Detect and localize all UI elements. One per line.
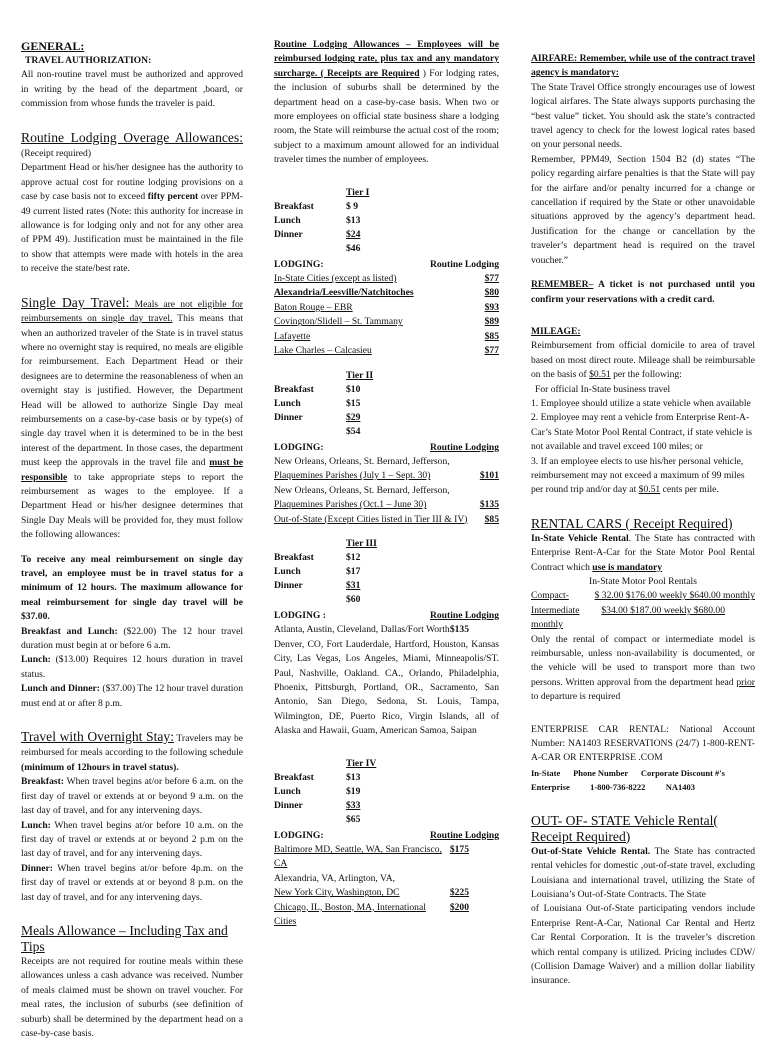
enterprise-table-head — [531, 766, 755, 780]
dinner-label: Dinner — [274, 799, 303, 811]
tier-1-lodging — [274, 258, 499, 359]
lodging-row — [274, 498, 499, 512]
breakfast-value: $ 9 — [346, 200, 358, 212]
lodging-label: LODGING: — [274, 441, 324, 453]
tier-2-meals — [274, 369, 499, 453]
tier-total: $46 — [346, 242, 361, 254]
mileage-rate: $0.51 — [589, 369, 611, 381]
airfare-title: AIRFARE: Remember, while use of the contract travel agency is mandatory: — [531, 53, 755, 79]
column-left — [21, 38, 243, 1041]
lodging-row — [274, 272, 499, 286]
overage-text-1: Department Head or his/her designee has the authority to approve actual cost for routine lodging provisions on a case by case basis not to exceed — [21, 162, 243, 203]
lodging-city: Out-of-State (Except Cities listed in Tier III & IV) — [274, 513, 468, 525]
oos-text — [531, 845, 755, 903]
remember-text: A ticket is not purchased until you confirm your reservations with a credit card. — [531, 279, 755, 305]
lodging-city: Plaquemines Parishes (July 1 – Sept. 30) — [274, 470, 431, 482]
mileage-item: 2. Employee may rent a vehicle from Enterprise Rent-A-Car’s State Motor Pool Rental Contract, if state vehicle is not available and travel exceed 100 miles; or — [531, 412, 752, 453]
mileage-item — [531, 455, 755, 498]
lunch-label: Lunch — [274, 785, 301, 797]
breakfast-label: Breakfast — [274, 200, 314, 212]
tier-1-meals — [274, 186, 499, 270]
tier-name: Tier IV — [346, 757, 377, 769]
breakfast-label: Breakfast — [274, 383, 314, 395]
lodging-city: Baton Rouge – EBR — [274, 301, 353, 313]
oos-text-2: of Louisiana Out-of-State participating vendors include Enterprise Rent-A-Car, National Car Rental and Hertz Car Rental Corporation. It is the traveler’s discretion which rental company is utilized. Pricing includes CDW/ (Collision Damage Waiver) and a million dollar liability insurance. — [531, 903, 755, 987]
lodging-city: Baltimore MD, Seattle, WA, San Francisco, CA — [274, 844, 442, 870]
ent-col: Phone Number — [573, 767, 629, 778]
meals-text: Receipts are not required for routine meals within these allowances unless a cash advance was received. Number of meals claimed must be shown on travel voucher. For meal rates, the inclusion of suburbs (see definition of suburb) shall be determined by the department head on a case-by-case basis. — [21, 955, 243, 1039]
travel-auth-text: All non-routine travel must be authorized and approved in writing by the head of the department ,board, or commission from whose funds the traveler is paid. — [21, 69, 243, 110]
tier-name: Tier III — [346, 537, 377, 549]
lodging-row — [274, 886, 499, 900]
lunch-overnight-rule — [21, 819, 243, 862]
single-day-resp: must be responsible — [21, 457, 244, 483]
lodging-row — [274, 484, 499, 498]
prior: prior — [736, 676, 755, 688]
lodging-rate: $101 — [479, 470, 499, 482]
oos-title: OUT- OF- STATE Vehicle Rental( Receipt Required) — [531, 812, 718, 844]
lu-label: Lunch: — [21, 819, 51, 831]
breakfast-label: Breakfast — [274, 551, 314, 563]
lodging-rate: $85 — [484, 330, 499, 342]
lunch-value: $15 — [346, 397, 361, 409]
lodging-row — [274, 455, 499, 469]
dinner-label: Dinner — [274, 579, 303, 591]
lodging-rate: $175 — [449, 844, 469, 855]
breakfast-value: $13 — [346, 771, 361, 783]
car-type: Compact- — [531, 590, 569, 602]
oos-text-1: The State has contracted rental vehicles for domestic ,out-of-state travel, excluding Louisiana and international travel, utilizing the State of Louisiana’s Out-of-State Contracts. The State — [531, 845, 755, 900]
single-day-text-2: This means that when an authorized traveler of the State is in travel status where no overnight stay is required, no meals are eligible for reimbursement. Each Department Head or their designees are to determine the reasonableness of when an overnight stay is justified. However, the Department Head will be allowed to authorize Single Day meal reimbursements on a case-by-case basis or by type(s) of single day travel when it is determined to be in the best interest of the department. In those cases, the department must keep the approvals in the travel file and — [21, 313, 243, 469]
remember-label: REMEMBER– — [531, 279, 594, 291]
bk-text: When travel begins at/or before 6 a.m. on the first day of travel or extends at or beyond 9 a.m. on the last day of travel, and for any intervening days. — [21, 776, 243, 817]
lunch-text: ($13.00) Requires 12 hours duration in travel status. — [21, 654, 243, 680]
car-rates: $34.00 $187.00 weekly $680.00 — [601, 604, 725, 616]
monthly-label: monthly — [531, 619, 563, 631]
lodging-row — [274, 286, 499, 300]
lodging-city: New Orleans, Orleans, St. Bernard, Jefferson, — [274, 484, 450, 496]
car-type: Intermediate — [531, 604, 580, 616]
lodging-rate: $77 — [484, 345, 499, 357]
rental-title: RENTAL CARS ( Receipt Required) — [531, 515, 733, 531]
lodging-label: LODGING: — [274, 258, 324, 270]
lodging-row — [274, 872, 499, 886]
single-day-text-1: Meals are not eligible for reimbursements on single day travel. — [21, 298, 243, 325]
breakfast-value: $12 — [346, 551, 361, 563]
car-row-intermediate — [531, 604, 755, 618]
car-row-compact — [531, 589, 755, 603]
tier-3-lodging — [274, 609, 499, 739]
overnight-section — [21, 729, 243, 775]
single-day-text-3: to take appropriate steps to report the reimbursement as wages to the employee. If a Department Head or his/her designee determines that Single Day Meals will be provided for, they must follow the following allowances: — [21, 471, 243, 541]
tier-4-meals — [274, 757, 499, 841]
breakfast-label: Breakfast — [274, 771, 314, 783]
lunch-label: Lunch — [274, 214, 301, 226]
routine-title: Routine Lodging Allowances – Employees will be reimbursed lodging rate, plus tax and any mandatory surcharge. ( Receipts are Required — [274, 39, 499, 79]
lodging-row — [274, 843, 499, 872]
lodging-row — [274, 330, 499, 344]
lunch-rule — [21, 653, 243, 682]
lodging-city: Lake Charles – Calcasieu — [274, 345, 372, 357]
routine-lodging-label: Routine Lodging — [429, 609, 499, 621]
instate-vehicle-text — [531, 532, 755, 575]
ld-label: Lunch and Dinner: — [21, 683, 100, 695]
dinner-label: Dinner — [274, 228, 303, 240]
column-middle — [274, 38, 499, 929]
dinner-value: $24 — [346, 228, 361, 240]
rental-only-text — [531, 633, 755, 705]
lodging-row — [274, 344, 499, 358]
single-day-title: Single Day Travel: — [21, 294, 130, 310]
tier-name: Tier II — [346, 369, 374, 381]
lu-text: When travel begins at/or before 10 a.m. on the first day of travel or extends at or beyond 2 p.m on the last day of travel, and for any intervening days. — [21, 819, 243, 860]
lodging-label: LODGING: — [274, 829, 324, 841]
overage-text-2: over PPM-49 current listed rates (Note: this authority for increase in allowance is for lodging only and not for any other area of PPM 49). Justification must be maintained in the file to show that attempts were made with hotels in the area to receive the state/best rate. — [21, 191, 244, 275]
routine-lodging-label: Routine Lodging — [429, 829, 499, 841]
lodging-row — [274, 901, 499, 930]
tier-4-lodging — [274, 829, 499, 930]
breakfast-lunch-rule — [21, 625, 243, 654]
di-label: Dinner: — [21, 862, 53, 874]
enterprise-table-row — [531, 780, 755, 794]
mileage-text — [531, 339, 755, 382]
ld-text: ($37.00) The 12 hour travel duration must end at or after 8 p.m. — [21, 683, 243, 709]
overage-req: (Receipt required) — [21, 148, 92, 160]
lodging-row — [274, 315, 499, 329]
breakfast-rule — [21, 775, 243, 818]
bl-text: ($22.00) The 12 hour travel duration must begin at or before 6 a.m. — [21, 625, 243, 652]
mileage-item-3-end: cents per mile. — [660, 484, 719, 496]
overnight-bold: (minimum of 12hours in travel status). — [21, 761, 179, 773]
instate-vehicle-text-1: . The State has contracted with Enterprise Rent-A-Car for the State Motor Pool Rental Contract which — [531, 532, 755, 573]
lodging-row — [274, 513, 499, 527]
lodging-rate: $80 — [484, 287, 499, 299]
lunch-dinner-rule — [21, 682, 243, 711]
car-rates: $ 32.00 $176.00 weekly $640.00 monthly — [594, 590, 755, 602]
use-mandatory: use is mandatory — [592, 561, 663, 573]
motor-pool-rentals: In-State Motor Pool Rentals — [589, 576, 697, 587]
dinner-rule — [21, 862, 243, 905]
lodging-city: Covington/Slidell – St. Tammany — [274, 316, 403, 328]
lodging-rate: $135 — [479, 499, 499, 511]
lunch-value: $19 — [346, 785, 361, 797]
lodging-row — [274, 623, 499, 637]
tier-2-lodging — [274, 441, 499, 527]
ent-cell: 1-800-736-8222 — [590, 782, 646, 793]
dinner-value: $33 — [346, 799, 361, 811]
general-title: GENERAL: — [21, 39, 85, 53]
lunch-value: $17 — [346, 565, 361, 577]
instate-business: For official In-State business travel — [535, 383, 671, 395]
lodging-label: LODGING : — [274, 609, 326, 621]
lodging-city: Lafayette — [274, 330, 311, 342]
lunch-label: Lunch: — [21, 654, 51, 666]
mileage-item-3: 3. If an employee elects to use his/her personal vehicle, reimbursement may not exceed a maximum of 99 miles per round trip and/or day at — [531, 455, 745, 496]
overage-bold: fifty percent — [147, 191, 199, 203]
airfare-text: The State Travel Office strongly encourages use of lowest logical airfares. The State always supports purchasing the “best value” ticket. You should ask the state’s contracted travel agency to check for the lowest logical rates based on your personal needs. — [531, 81, 755, 151]
lunch-label: Lunch — [274, 397, 301, 409]
lodging-row — [274, 469, 499, 483]
rental-only-end: to departure is required — [531, 691, 621, 703]
single-day-section — [21, 295, 243, 543]
lodging-city: In-State Cities (except as listed) — [274, 273, 397, 285]
meals-title: Meals Allowance – Including Tax and Tips — [21, 922, 228, 954]
column-right — [531, 52, 755, 989]
overnight-title: Travel with Overnight Stay: — [21, 729, 174, 745]
bl-label: Breakfast and Lunch: — [21, 625, 118, 637]
mileage-text-1: Reimbursement from official domicile to area of travel based on most direct route. Mileage shall be reimbursable on the basis of — [531, 340, 755, 381]
lodging-city: New York City, Washington, DC — [274, 887, 400, 899]
lunch-label: Lunch — [274, 565, 301, 577]
instate-vehicle-label: In-State Vehicle Rental — [531, 532, 629, 544]
breakfast-value: $10 — [346, 383, 361, 395]
routine-lodging-section — [274, 38, 499, 168]
lodging-rate: $85 — [484, 513, 499, 525]
dinner-value: $31 — [346, 579, 361, 591]
tier-3-cities: Denver, CO, Fort Lauderdale, Hartford, Houston, Kansas City, Las Vegas, Los Angeles, Miami, Minneapolis/ST. Paul, Nashville, Oakland. CA., Orlando, Philadelphia, Phoenix, Pittsburgh, Portland, OR., Sacramento, San Antonio, San Diego, Sedona, St. Louis, Tampa, Wilmington, DE, Puerto Rico, Virgin Islands, all of Alaska and Hawaii, Guam, American Samoa, Saipan — [274, 638, 499, 737]
mileage-item: 1. Employee should utilize a state vehicle when available — [531, 397, 751, 409]
tier-total: $54 — [346, 425, 361, 437]
tier-3-meals — [274, 537, 499, 621]
lodging-rate: $77 — [484, 273, 499, 285]
lodging-city: Alexandria, VA, Arlington, VA, — [274, 872, 396, 884]
airfare-text-2: Remember, PPM49, Section 1504 B2 (d) states “The policy regarding airfare penalties is that the State will pay for the airfare and/or penalty incurred for a change or cancellation if required by the State or other unavoidable situations approved by the agency’s department head. Justification for the change or cancellation by the traveler’s department head is required on the travel voucher.” — [531, 153, 755, 266]
lodging-rate: $93 — [484, 301, 499, 313]
overage-title: Routine Lodging Overage Allowances: — [21, 129, 243, 145]
remember-note — [531, 278, 755, 307]
travel-auth-title: TRAVEL AUTHORIZATION: — [25, 55, 152, 66]
routine-lodging-label: Routine Lodging — [429, 258, 499, 270]
ent-col: Corporate Discount #'s — [640, 767, 725, 778]
lodging-city: Plaquemines Parishes (Oct.1 – June 30) — [274, 499, 427, 511]
ent-col: In-State — [531, 767, 561, 778]
di-text: When travel begins at/or before 4p.m. on the first day of travel or extends at or beyond 8 p.m. on the last day of travel, and for any intervening days. — [21, 862, 243, 903]
overnight-text-1: Travelers may be reimbursed for meals according to the following schedule — [21, 733, 243, 759]
mileage-item-3-rate: $0.51 — [638, 484, 661, 496]
mileage-title: MILEAGE: — [531, 325, 581, 337]
lodging-city: New Orleans, Orleans, St. Bernard, Jefferson, — [274, 455, 450, 467]
lodging-rate: $135 — [449, 624, 469, 636]
oos-label: Out-of-State Vehicle Rental. — [531, 845, 651, 857]
tier-name: Tier I — [346, 186, 370, 198]
lodging-city: Alexandria/Leesville/Natchitoches — [274, 287, 414, 299]
dinner-value: $29 — [346, 411, 361, 423]
lodging-row — [274, 301, 499, 315]
tier-total: $60 — [346, 593, 361, 605]
ent-cell: NA1403 — [665, 782, 695, 793]
lodging-rate: $89 — [484, 316, 499, 328]
lodging-rate: $200 — [449, 901, 469, 913]
rental-only-1: Only the rental of compact or intermediate model is reimbursable, unless non-availability is documented, or the vehicle will be used to transport more than two persons. Written approval from the department head — [531, 633, 755, 688]
single-day-bold: To receive any meal reimbursement on single day travel, an employee must be in travel status for a minimum of 12 hours. The maximum allowance for meal reimbursement for single day travel will be $37.00. — [21, 553, 243, 623]
lodging-rate: $225 — [449, 887, 469, 899]
overage-text — [21, 161, 243, 276]
tier-total: $65 — [346, 813, 361, 825]
mileage-text-2: per the following: — [610, 369, 682, 381]
overage-section — [21, 130, 243, 162]
lodging-city: Chicago, IL, Boston, MA, International Cities — [274, 901, 426, 928]
bk-label: Breakfast: — [21, 776, 64, 788]
lodging-city: Atlanta, Austin, Cleveland, Dallas/Fort Worth — [274, 624, 450, 636]
ent-cell: Enterprise — [531, 782, 570, 793]
enterprise-text: ENTERPRISE CAR RENTAL: National Account Number: NA1403 RESERVATIONS (24/7) 1-800-RENT-A-CAR OR ENTERPRISE .COM — [531, 723, 755, 764]
dinner-label: Dinner — [274, 411, 303, 423]
lunch-value: $13 — [346, 214, 361, 226]
routine-text: ) For lodging rates, the inclusion of suburbs shall be determined by the department head on a case-by-case basis. When two or more employees on official state business share a lodging room, the State will reimburse the actual cost of the room; subject to a maximum amount allowed for an individual traveler times the number of employees. — [274, 67, 499, 166]
routine-lodging-label: Routine Lodging — [429, 441, 499, 453]
